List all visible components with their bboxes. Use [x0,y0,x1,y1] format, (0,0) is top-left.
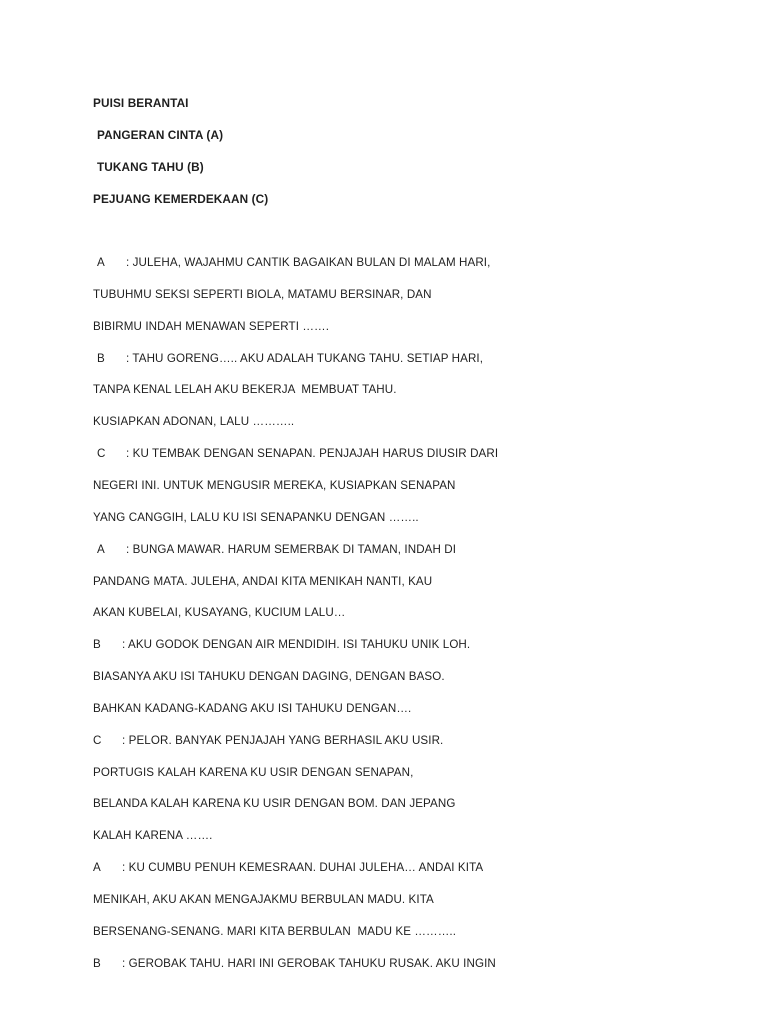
dialogue-line-speaker [93,734,693,748]
speaker-label: C [97,447,106,460]
speaker-label: A [97,256,105,269]
speaker-label: A [93,861,101,874]
dialogue-line-speaker [93,352,693,366]
speaker-label: B [93,957,101,970]
speaker-label: B [93,638,101,651]
dialogue-line-speaker [93,256,693,270]
dialogue-line: MENIKAH, AKU AKAN MENGAJAKMU BERBULAN MADU. KITA [93,893,434,906]
dialogue-text: : BUNGA MAWAR. HARUM SEMERBAK DI TAMAN, INDAH DI [126,543,457,556]
dialogue-text: : AKU GODOK DENGAN AIR MENDIDIH. ISI TAHUKU UNIK LOH. [122,638,471,651]
dialogue-text: : KU TEMBAK DENGAN SENAPAN. PENJAJAH HARUS DIUSIR DARI [126,447,499,460]
dialogue-text: : TAHU GORENG….. AKU ADALAH TUKANG TAHU. SETIAP HARI, [126,352,484,365]
dialogue-line: NEGERI INI. UNTUK MENGUSIR MEREKA, KUSIAPKAN SENAPAN [93,479,456,492]
dialogue-line: TANPA KENAL LELAH AKU BEKERJA MEMBUAT TAHU. [93,383,397,396]
dialogue-line: KALAH KARENA ……. [93,829,213,842]
dialogue-text: : GEROBAK TAHU. HARI INI GEROBAK TAHUKU RUSAK. AKU INGIN [122,957,496,970]
poem-title: PUISI BERANTAI [93,96,189,110]
dialogue-line: BIASANYA AKU ISI TAHUKU DENGAN DAGING, DENGAN BASO. [93,670,445,683]
speaker-label: B [97,352,105,365]
dialogue-line-speaker [93,957,693,971]
dialogue-line: PANDANG MATA. JULEHA, ANDAI KITA MENIKAH NANTI, KAU [93,575,433,588]
dialogue-text: : JULEHA, WAJAHMU CANTIK BAGAIKAN BULAN DI MALAM HARI, [126,256,491,269]
dialogue-line: AKAN KUBELAI, KUSAYANG, KUCIUM LALU… [93,606,346,619]
dialogue-line-speaker [93,447,693,461]
character-a: PANGERAN CINTA (A) [97,128,224,142]
dialogue-line: BELANDA KALAH KARENA KU USIR DENGAN BOM. DAN JEPANG [93,797,456,810]
dialogue-line: PORTUGIS KALAH KARENA KU USIR DENGAN SENAPAN, [93,766,414,779]
dialogue-text: : PELOR. BANYAK PENJAJAH YANG BERHASIL AKU USIR. [122,734,444,747]
speaker-label: A [97,543,105,556]
dialogue-line-speaker [93,861,693,875]
dialogue-line: BAHKAN KADANG-KADANG AKU ISI TAHUKU DENGAN…. [93,702,412,715]
dialogue-line: BERSENANG-SENANG. MARI KITA BERBULAN MADU KE ……….. [93,925,457,938]
dialogue-line: BIBIRMU INDAH MENAWAN SEPERTI ……. [93,320,330,333]
dialogue-line: KUSIAPKAN ADONAN, LALU ……….. [93,415,295,428]
dialogue-line: YANG CANGGIH, LALU KU ISI SENAPANKU DENGAN …….. [93,511,419,524]
dialogue-line: TUBUHMU SEKSI SEPERTI BIOLA, MATAMU BERSINAR, DAN [93,288,432,301]
speaker-label: C [93,734,102,747]
dialogue-line-speaker [93,638,693,652]
character-b: TUKANG TAHU (B) [97,160,204,174]
character-c: PEJUANG KEMERDEKAAN (C) [93,192,269,206]
dialogue-text: : KU CUMBU PENUH KEMESRAAN. DUHAI JULEHA… ANDAI KITA [122,861,484,874]
dialogue-line-speaker [93,543,693,557]
